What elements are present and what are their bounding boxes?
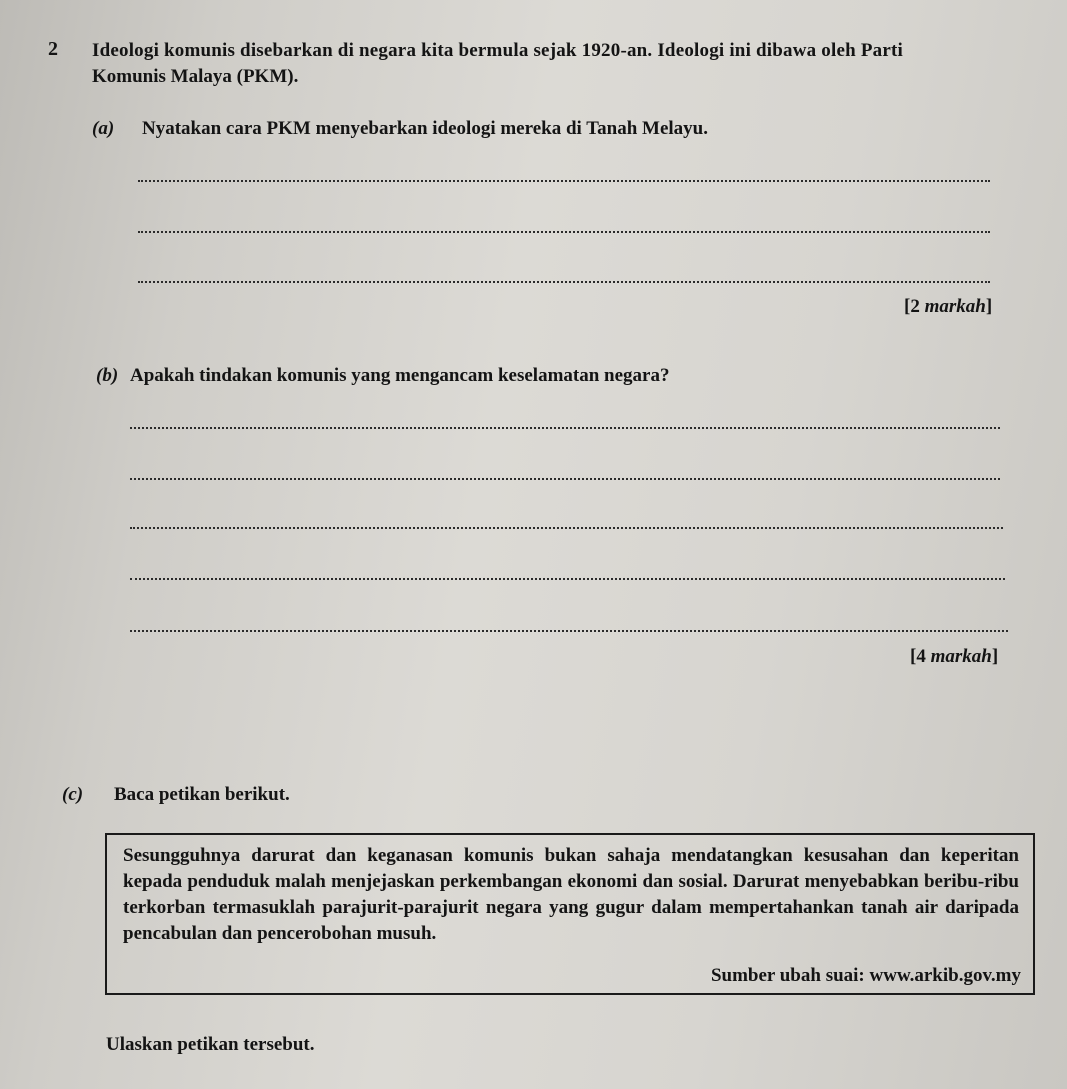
part-b-question: Apakah tindakan komunis yang mengancam keselamatan negara?: [130, 365, 670, 386]
answer-line-b1[interactable]: [130, 427, 1000, 429]
part-a-marks: [2 markah]: [904, 296, 993, 317]
question-intro-line2: Komunis Malaya (PKM).: [92, 66, 299, 87]
answer-line-a3[interactable]: [138, 281, 990, 283]
question-intro-line1: Ideologi komunis disebarkan di negara kita bermula sejak 1920-an. Ideologi ini dibawa oleh Parti: [92, 40, 903, 61]
part-a-question: Nyatakan cara PKM menyebarkan ideologi mereka di Tanah Melayu.: [142, 118, 708, 139]
part-c-instruction: Baca petikan berikut.: [114, 784, 290, 805]
answer-line-b3[interactable]: [130, 527, 1003, 529]
question-number: 2: [48, 38, 58, 60]
part-a-label: (a): [92, 118, 115, 139]
part-b-label: (b): [96, 365, 119, 386]
part-b-marks: [4 markah]: [910, 646, 999, 667]
answer-line-a1[interactable]: [138, 180, 990, 182]
part-c-label: (c): [62, 784, 84, 805]
answer-line-a2[interactable]: [138, 231, 990, 233]
part-c-question: Ulaskan petikan tersebut.: [106, 1034, 315, 1055]
passage-box: [105, 833, 1035, 995]
passage-text: Sesungguhnya darurat dan keganasan komunis bukan sahaja mendatangkan kesusahan dan keperitan kepada penduduk malah menjejaskan perkembangan ekonomi dan sosial. Darurat menyebabkan beribu-ribu terkorban termasuklah parajurit-parajurit negara yang gugur dalam mempertahankan tanah air daripada pencabulan dan pencerobohan musuh.: [123, 845, 1019, 944]
passage-source: Sumber ubah suai: www.arkib.gov.my: [710, 965, 1021, 986]
answer-line-b2[interactable]: [130, 478, 1000, 480]
answer-line-b4[interactable]: [130, 578, 1005, 580]
answer-line-b5[interactable]: [130, 630, 1008, 632]
